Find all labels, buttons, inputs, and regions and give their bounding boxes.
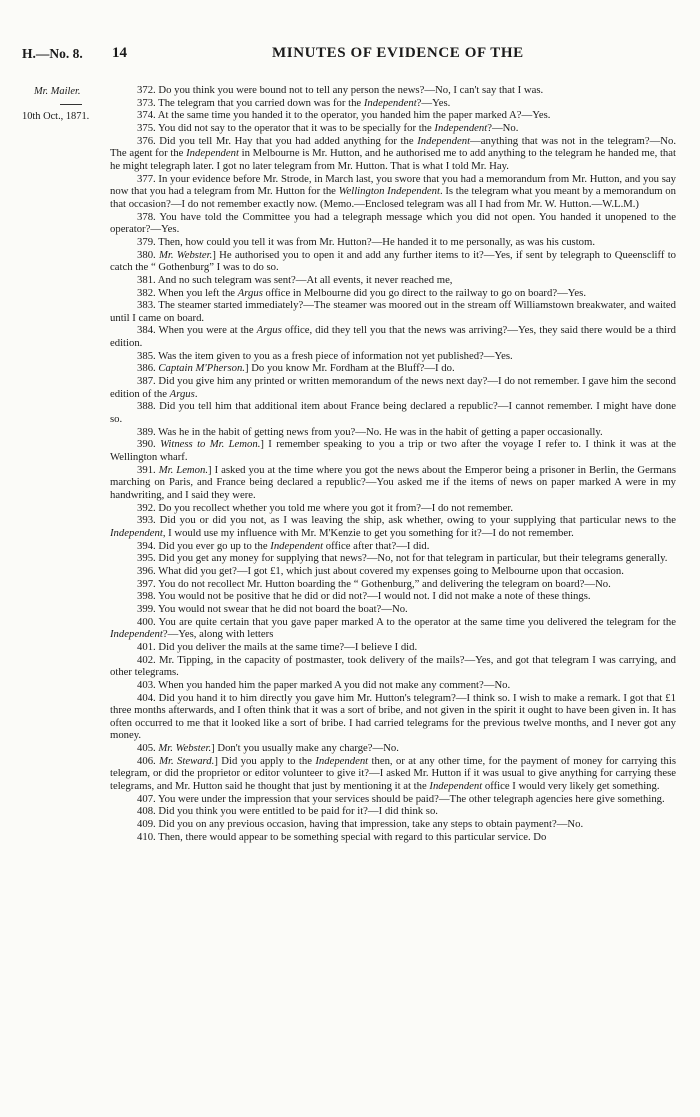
evidence-paragraph bbox=[110, 350, 676, 363]
evidence-paragraph bbox=[110, 109, 676, 122]
paragraph-text: 397. You do not recollect Mr. Hutton boarding the “ Gothenburg,” and delivering the telegram on board?—No. bbox=[137, 577, 611, 590]
paragraph-text: 386. bbox=[137, 362, 159, 375]
evidence-paragraph bbox=[110, 514, 676, 539]
paragraph-text: . bbox=[194, 387, 198, 400]
page-title: MINUTES OF EVIDENCE OF THE bbox=[272, 45, 524, 61]
paragraph-text: 392. Do you recollect whether you told me where you got it from?—I do not remember. bbox=[137, 501, 514, 514]
evidence-paragraph bbox=[110, 173, 676, 211]
paragraph-text: 381. And no such telegram was sent?—At all events, it never reached me, bbox=[137, 273, 453, 286]
evidence-paragraph bbox=[110, 805, 676, 818]
italic-text: Mr. Webster. bbox=[158, 742, 212, 755]
paragraph-text: 405. bbox=[137, 742, 159, 755]
paragraph-text: ] I remember speaking to you a trip or two after the voyage I refer to. I think it was at the Wellington wharf. bbox=[110, 438, 676, 464]
evidence-paragraph bbox=[110, 641, 676, 654]
evidence-paragraph bbox=[110, 692, 676, 743]
italic-text: Argus bbox=[256, 324, 282, 337]
italic-text: Mr. Webster. bbox=[158, 248, 213, 261]
evidence-paragraph bbox=[110, 84, 676, 97]
evidence-paragraph bbox=[110, 464, 676, 502]
paragraph-text: office, did they tell you that the news was arriving?—Yes, they said there would be a third edition. bbox=[110, 324, 676, 350]
paragraph-text: 396. What did you get?—I got £1, which just about covered my expenses going to Melbourne upon that occasion. bbox=[137, 564, 624, 577]
evidence-paragraph bbox=[110, 375, 676, 400]
paragraph-text: 400. You are quite certain that you gave paper marked A to the operator at the same time you delivered the telegram for the bbox=[137, 615, 676, 628]
paragraph-text: , I would use my influence with Mr. M'Kenzie to get you something for it?—I do not remember. bbox=[162, 526, 574, 539]
paragraph-text: office after that?—I did. bbox=[323, 539, 430, 552]
italic-text: Independent bbox=[110, 628, 163, 641]
paragraph-text: then, or at any other time, for the payment of money for carrying this telegram, or did the proprietor or editor volunteer to give it?—I asked Mr. Hutton if it was usual to give anything for carrying these telegrams, and Mr. Hutton said he thought that just by mentioning it at the bbox=[110, 754, 676, 793]
italic-text: Captain M'Pherson. bbox=[158, 362, 245, 375]
evidence-paragraph bbox=[110, 135, 676, 173]
evidence-paragraph bbox=[110, 540, 676, 553]
paragraph-text: 407. You were under the impression that your services should be paid?—The other telegraph agencies here give something. bbox=[137, 792, 665, 805]
evidence-body bbox=[110, 84, 676, 843]
paragraph-text: 387. Did you give him any printed or written memorandum of the news next day?—I do not remember. I gave him the second edition of the bbox=[110, 375, 676, 400]
italic-text: Independent bbox=[315, 754, 369, 767]
paragraph-text: 376. Did you tell Mr. Hay that you had added anything for the bbox=[137, 134, 418, 147]
italic-text: Independent bbox=[363, 96, 417, 109]
italic-text: Witness to Mr. Lemon. bbox=[160, 438, 261, 451]
paragraph-text: office I would very likely get something. bbox=[482, 780, 660, 793]
paragraph-text: 391. bbox=[137, 463, 159, 476]
paragraph-text: ] Don't you usually make any charge?—No. bbox=[211, 742, 399, 755]
paragraph-text: 404. Did you hand it to him directly you gave him Mr. Hutton's telegram?—I think so. I wish to make a remark. I got that £1 three months afterwards, and I often think that it was a sort of bribe, and not given in the spirit it ought to have been given in. It has often occurred to me that it looked like a sort of bribe. I had carried telegrams for the previous twelve months, and I never got any money. bbox=[110, 691, 676, 742]
evidence-paragraph bbox=[110, 679, 676, 692]
paragraph-text: 373. The telegram that you carried down was for the bbox=[137, 96, 364, 109]
paragraph-text: 375. You did not say to the operator that it was to be specially for the bbox=[137, 121, 435, 134]
evidence-paragraph bbox=[110, 274, 676, 287]
evidence-paragraph bbox=[110, 831, 676, 844]
paragraph-text: 379. Then, how could you tell it was from Mr. Hutton?—He handed it to me personally, as was his custom. bbox=[137, 235, 596, 248]
italic-text: Independent bbox=[417, 134, 471, 147]
margin-divider bbox=[60, 104, 82, 105]
italic-text: Mr. Steward. bbox=[159, 754, 215, 767]
paragraph-text: 393. Did you or did you not, as I was leaving the ship, ask whether, owing to your supplying that particular news to the bbox=[137, 514, 676, 527]
page-number: 14 bbox=[112, 45, 127, 61]
evidence-paragraph bbox=[110, 249, 676, 274]
evidence-paragraph bbox=[110, 400, 676, 425]
evidence-paragraph bbox=[110, 603, 676, 616]
paragraph-text: 394. Did you ever go up to the bbox=[137, 539, 271, 552]
paragraph-text: ?—Yes. bbox=[416, 96, 451, 109]
italic-text: Independent bbox=[270, 539, 324, 552]
evidence-paragraph bbox=[110, 578, 676, 591]
paragraph-text: ] I asked you at the time where you got the news about the Emperor being a prisoner in Berlin, the Germans marching on Paris, and France being declared a republic?—You asked me if the items of news on paper marked A were in my handwriting, and I said they were. bbox=[110, 463, 676, 501]
paragraph-text: 383. The steamer started immediately?—The steamer was moored out in the stream off Williamstown breakwater, and waited until I came on board. bbox=[110, 299, 676, 324]
paragraph-text: 389. Was he in the habit of getting news from you?—No. He was in the habit of getting a paper occasionally. bbox=[137, 425, 603, 438]
evidence-paragraph bbox=[110, 426, 676, 439]
page-header bbox=[22, 46, 678, 68]
paragraph-text: 380. bbox=[137, 248, 159, 261]
evidence-paragraph bbox=[110, 818, 676, 831]
paragraph-text: 408. Did you think you were entitled to be paid for it?—I did think so. bbox=[137, 805, 438, 818]
evidence-paragraph bbox=[110, 565, 676, 578]
evidence-paragraph bbox=[110, 299, 676, 324]
paragraph-text: ?—No. bbox=[487, 121, 519, 134]
paragraph-text: 388. Did you tell him that additional item about France being declared a republic?—I cannot remember. I might have done so. bbox=[110, 400, 676, 426]
evidence-paragraph bbox=[110, 742, 676, 755]
italic-text: Independent bbox=[186, 147, 239, 160]
italic-text: Argus bbox=[237, 286, 263, 299]
evidence-paragraph bbox=[110, 590, 676, 603]
evidence-paragraph bbox=[110, 97, 676, 110]
evidence-paragraph bbox=[110, 755, 676, 793]
paragraph-text: 384. When you were at the bbox=[137, 324, 257, 337]
evidence-paragraph bbox=[110, 793, 676, 806]
paragraph-text: 402. Mr. Tipping, in the capacity of postmaster, took delivery of the mails?—Yes, and got that telegram I was carrying, and other telegrams. bbox=[110, 653, 676, 679]
italic-text: Independent bbox=[429, 780, 483, 793]
evidence-paragraph bbox=[110, 211, 676, 236]
italic-text: Mr. Lemon. bbox=[158, 463, 209, 476]
evidence-paragraph bbox=[110, 287, 676, 300]
paragraph-text: office in Melbourne did you go direct to the railway to go on board?—Yes. bbox=[262, 286, 586, 299]
paragraph-text: 399. You would not swear that he did not board the boat?—No. bbox=[137, 602, 408, 615]
paragraph-text: 390. bbox=[137, 438, 161, 451]
evidence-paragraph bbox=[110, 654, 676, 679]
paragraph-text: 410. Then, there would appear to be something special with regard to this particular service. Do bbox=[137, 830, 547, 843]
italic-text: Wellington Independent bbox=[338, 185, 440, 198]
paragraph-text: 378. You have told the Committee you had a telegraph message which you did not open. You handed it unopened to the operator?—Yes. bbox=[110, 210, 676, 236]
paragraph-text: 409. Did you on any previous occasion, having that impression, take any steps to obtain payment?—No. bbox=[137, 818, 584, 831]
italic-text: Independent bbox=[434, 121, 488, 134]
evidence-paragraph bbox=[110, 324, 676, 349]
paragraph-text: 395. Did you get any money for supplying that news?—No, not for that telegram in particular, but their telegrams generally. bbox=[137, 552, 668, 565]
italic-text: Argus bbox=[169, 387, 195, 400]
paragraph-text: ?—Yes, along with letters bbox=[162, 628, 274, 641]
italic-text: Independent bbox=[110, 526, 163, 539]
paragraph-text: in Melbourne is Mr. Hutton, and he authorised me to add anything to the telegram he handed me, that he might telegraph later. I got no later telegram from Mr. Hutton. That is what I told Mr. Hay. bbox=[110, 147, 676, 172]
paragraph-text: 377. In your evidence before Mr. Strode, in March last, you swore that you had a memorandum from Mr. Hutton, and you say now that you had a telegram from Mr. Hutton for the bbox=[110, 172, 676, 198]
evidence-paragraph bbox=[110, 616, 676, 641]
evidence-date: 10th Oct., 1871. bbox=[22, 111, 90, 122]
paragraph-text: 401. Did you deliver the mails at the same time?—I believe I did. bbox=[137, 640, 418, 653]
paragraph-text: 382. When you left the bbox=[137, 286, 238, 299]
evidence-paragraph bbox=[110, 438, 676, 463]
paper-code: H.—No. 8. bbox=[22, 46, 83, 61]
paragraph-text: . Is the telegram what you meant by a memorandum on that occasion?—I do not remember exactly now. (Memo.—Enclosed telegram was all I had from Mr. W. Hutton.—W.L.M.) bbox=[110, 185, 676, 210]
evidence-paragraph bbox=[110, 502, 676, 515]
paragraph-text: 374. At the same time you handed it to the operator, you handed him the paper marked A?—Yes. bbox=[137, 109, 551, 122]
paragraph-text: —anything that was not in the telegram?—No. The agent for the bbox=[110, 134, 677, 160]
paragraph-text: ] Do you know Mr. Fordham at the Bluff?—I do. bbox=[244, 362, 455, 375]
witness-name: Mr. Mailer. bbox=[34, 86, 81, 97]
evidence-paragraph bbox=[110, 362, 676, 375]
evidence-paragraph bbox=[110, 122, 676, 135]
paragraph-text: 372. Do you think you were bound not to tell any person the news?—No, I can't say that I was. bbox=[137, 84, 544, 96]
evidence-paragraph bbox=[110, 552, 676, 565]
evidence-paragraph bbox=[110, 236, 676, 249]
paragraph-text: 385. Was the item given to you as a fresh piece of information not yet published?—Yes. bbox=[137, 349, 513, 362]
paragraph-text: ] He authorised you to open it and add any further items to it?—Yes, if sent by telegraph to Queenscliff to catch the “ Gothenburg” I was to do so. bbox=[110, 248, 677, 274]
paragraph-text: 406. bbox=[137, 754, 160, 767]
paragraph-text: ] Did you apply to the bbox=[214, 754, 316, 767]
paragraph-text: 403. When you handed him the paper marked A you did not make any comment?—No. bbox=[137, 678, 511, 691]
paragraph-text: 398. You would not be positive that he did or did not?—I would not. I did not make a note of these things. bbox=[137, 590, 591, 603]
